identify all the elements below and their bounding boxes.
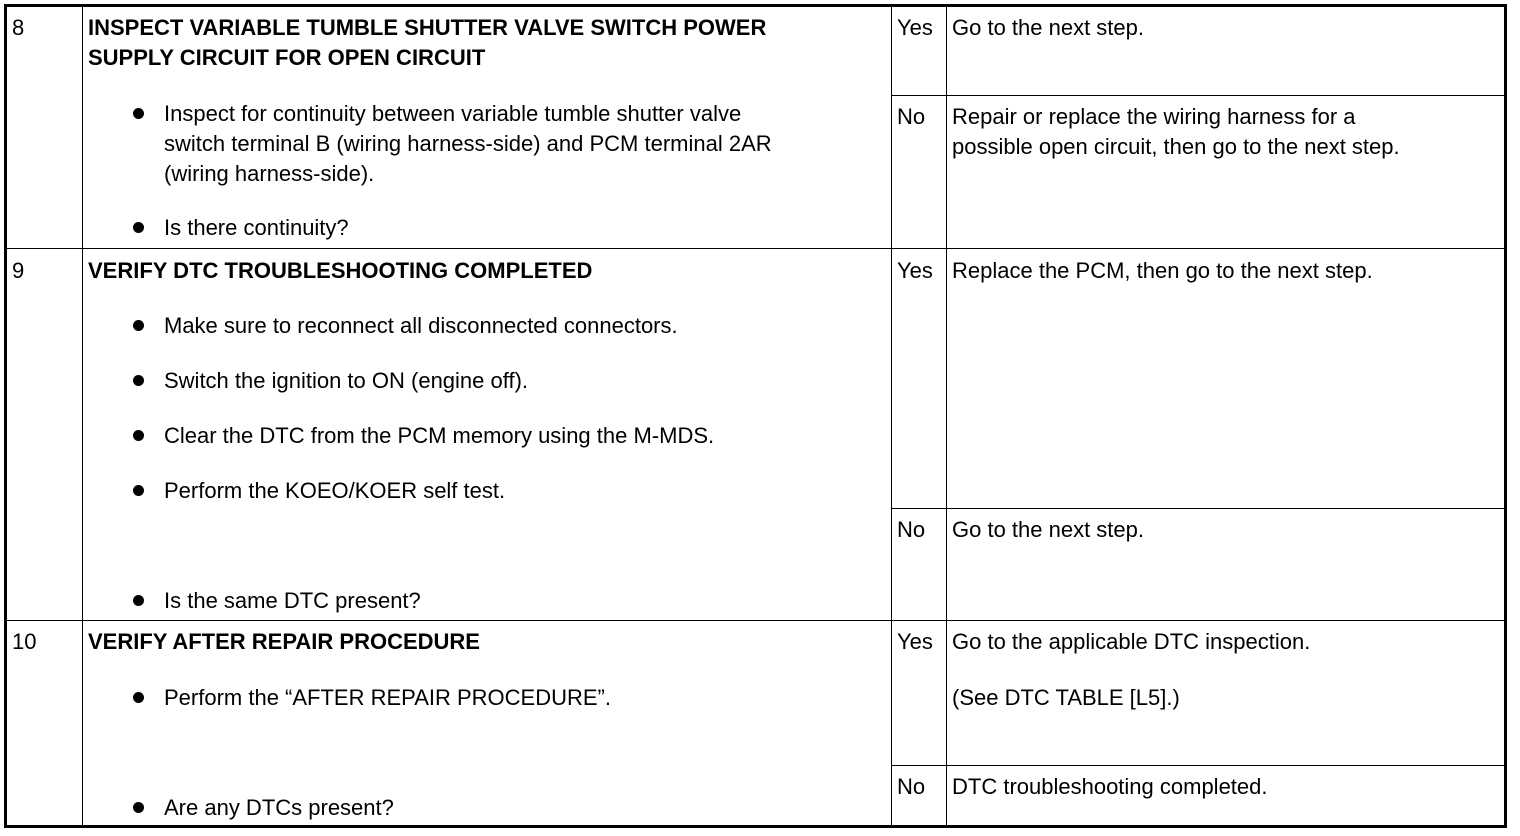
divider-step8-yes-no [891,95,1504,96]
no-label: No [897,774,926,799]
bullet-icon [133,692,144,703]
step-title: VERIFY DTC TROUBLESHOOTING COMPLETED [88,258,593,283]
divider-row-8-9 [7,248,1504,249]
no-action: DTC troubleshooting completed. [952,774,1268,799]
divider-number-column [82,7,83,828]
divider-result-column [946,7,947,828]
yes-label: Yes [897,629,933,654]
yes-action: Replace the PCM, then go to the next step. [952,258,1373,283]
bullet-icon [133,595,144,606]
yes-label: Yes [897,15,933,40]
yes-action-reference: (See DTC TABLE [L5].) [952,685,1180,710]
divider-row-9-10 [7,620,1504,621]
bullet-icon [133,430,144,441]
no-label: No [897,517,926,542]
no-label: No [897,104,926,129]
bullet-text: Clear the DTC from the PCM memory using the M-MDS. [164,423,715,448]
step-number: 8 [12,15,25,40]
no-action-continued: possible open circuit, then go to the next step. [952,134,1400,159]
bullet-icon [133,802,144,813]
bullet-text: Switch the ignition to ON (engine off). [164,368,529,393]
bullet-text: (wiring harness-side). [164,161,375,186]
step-title-continued: SUPPLY CIRCUIT FOR OPEN CIRCUIT [88,45,486,70]
bullet-icon [133,108,144,119]
yes-label: Yes [897,258,933,283]
bullet-icon [133,485,144,496]
no-action: Go to the next step. [952,517,1145,542]
step-title: VERIFY AFTER REPAIR PROCEDURE [88,629,480,654]
yes-action: Go to the applicable DTC inspection. [952,629,1311,654]
divider-step10-yes-no [891,765,1504,766]
bullet-icon [133,320,144,331]
no-action: Repair or replace the wiring harness for a [952,104,1356,129]
step-number: 10 [12,629,37,654]
step-number: 9 [12,258,25,283]
step-title: INSPECT VARIABLE TUMBLE SHUTTER VALVE SWITCH POWER [88,15,767,40]
bullet-text: Perform the KOEO/KOER self test. [164,478,506,503]
bullet-text: switch terminal B (wiring harness-side) and PCM terminal 2AR [164,131,772,156]
yes-action: Go to the next step. [952,15,1145,40]
bullet-text: Make sure to reconnect all disconnected connectors. [164,313,678,338]
divider-step9-yes-no [891,508,1504,509]
bullet-text: Is there continuity? [164,215,349,240]
divider-procedure-column [891,7,892,828]
bullet-icon [133,222,144,233]
bullet-text: Inspect for continuity between variable tumble shutter valve [164,101,742,126]
bullet-icon [133,375,144,386]
bullet-text: Are any DTCs present? [164,795,394,820]
bullet-text: Perform the “AFTER REPAIR PROCEDURE”. [164,685,611,710]
bullet-text: Is the same DTC present? [164,588,421,613]
